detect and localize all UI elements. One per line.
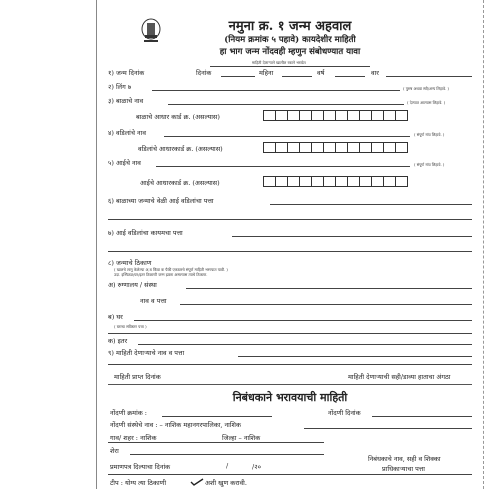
check-mark-icon bbox=[190, 478, 204, 486]
registrar-signature-label: निबंधकाचे नाव, सही व शिक्का bbox=[368, 455, 441, 463]
home-field[interactable] bbox=[134, 320, 472, 321]
hospital-label: अ) रुग्णालय / संस्था bbox=[108, 281, 157, 289]
home-label: ब) घर bbox=[108, 313, 123, 321]
other-place-field[interactable] bbox=[138, 344, 472, 345]
footer-note-end: अशी खुण करावी. bbox=[205, 479, 247, 487]
informant-note: माहिती देणाऱ्याने खालील रकाने भरावेत bbox=[252, 60, 306, 65]
footer-note-start: टीप : योग्य त्या ठिकाणी bbox=[110, 479, 167, 487]
father-name-hint: ( संपूर्ण नांव लिहावे. ) bbox=[414, 132, 445, 137]
informant-field[interactable] bbox=[238, 356, 472, 357]
binding-margin-line bbox=[96, 0, 97, 489]
child-name-label: ३) बाळाचे नाव bbox=[108, 97, 144, 105]
mother-name-hint: ( संपूर्ण नांव लिहावे. ) bbox=[414, 162, 445, 167]
home-field-2[interactable] bbox=[108, 333, 472, 334]
child-name-field[interactable] bbox=[168, 104, 404, 105]
child-aadhaar-label: बाळाचे आधार कार्ड क्र. (असल्यास) bbox=[136, 113, 220, 121]
section-divider bbox=[108, 384, 472, 385]
gender-field[interactable] bbox=[152, 90, 400, 91]
father-name-field[interactable] bbox=[164, 136, 410, 137]
permanent-address-field-2[interactable] bbox=[108, 251, 472, 252]
registration-date-label: नोंदणी दिनांक bbox=[328, 409, 361, 417]
birth-report-form bbox=[104, 6, 476, 486]
certificate-date-separator: / bbox=[226, 462, 229, 470]
received-date-label: माहिती प्राप्त दिनांक bbox=[114, 373, 161, 381]
authority-address-label: प्राधिकाऱ्याचा पत्ता bbox=[382, 465, 425, 473]
birthplace-hint-2: उदा. इस्पितळ/घर/इतर ठिकाणी जन्म झाला असल्यास त्याचे ठिकाण. bbox=[114, 272, 208, 277]
informant-field-2[interactable] bbox=[108, 364, 472, 365]
gender-hint: ( पुरुष अथवा स्त्री/अन्य लिहावे. ) bbox=[403, 86, 449, 91]
registration-unit-field[interactable] bbox=[304, 428, 472, 429]
form-title: नमुना क्र. १ जन्म अहवाल bbox=[228, 19, 352, 34]
mother-aadhaar-label: आईचे आधारकार्ड क्र. (असल्यास) bbox=[140, 179, 220, 187]
informant-signature-label: माहिती देणाऱ्याची सही/डाव्या हाताचा अंगठा bbox=[348, 373, 451, 381]
footer-divider bbox=[108, 474, 472, 475]
father-aadhaar-boxes[interactable] bbox=[264, 142, 408, 153]
permanent-address-field[interactable] bbox=[232, 236, 472, 237]
hospital-name-address-label: नाव व पत्ता bbox=[140, 297, 167, 305]
address-at-birth-label: ६) बाळाच्या जन्माचे वेळी आई वडिलांचा पत्ता bbox=[108, 197, 214, 205]
address-at-birth-field[interactable] bbox=[270, 204, 472, 205]
mother-name-label: ५) आईचे नाव bbox=[108, 159, 141, 167]
day-label: दिनांक bbox=[196, 69, 212, 77]
month-label: महिना bbox=[259, 69, 274, 77]
father-aadhaar-label: वडिलांचे आधारकार्ड क्र. (असल्यास) bbox=[138, 145, 223, 153]
registration-number-label: नोंदणी क्रमांक : bbox=[110, 409, 148, 417]
weekday-field[interactable] bbox=[386, 76, 472, 77]
birthplace-hint-1: ( खालचे लागू केलेल्या अ,ब किंवा क पैकी एकावरचे संपूर्ण माहिती भरण्यात यावी. ) bbox=[114, 267, 228, 272]
hospital-field[interactable] bbox=[186, 288, 472, 289]
registrar-section-title: निबंधकाने भरावयाची माहिती bbox=[232, 391, 348, 404]
father-name-label: ४) वडिलांचे नाव bbox=[108, 129, 146, 137]
certificate-date-year: /२० bbox=[252, 463, 261, 471]
registration-unit: नोंदणी संस्थेचे नाव : – नाशिक महानगरपालिका, नाशिक bbox=[110, 421, 241, 429]
child-name-hint: ( देण्यात आल्यास लिहावे. ) bbox=[407, 100, 446, 105]
mother-name-field[interactable] bbox=[156, 166, 410, 167]
place-underline bbox=[108, 442, 324, 443]
address-at-birth-field-2[interactable] bbox=[108, 219, 472, 220]
birthplace-label: ८) जन्माचे ठिकाण bbox=[108, 259, 152, 267]
certificate-date-label: प्रमाणपत्र दिल्याचा दिनांक bbox=[110, 463, 171, 471]
registration-date-field[interactable] bbox=[372, 416, 472, 417]
year-label: वर्ष bbox=[317, 69, 325, 77]
hospital-name-address-field[interactable] bbox=[180, 304, 472, 305]
birth-date-label: १) जन्म दिनांक bbox=[108, 69, 145, 77]
year-field[interactable] bbox=[335, 76, 365, 77]
district: जिल्हा – नाशिक bbox=[222, 434, 261, 442]
home-hint: ( घराचा सविस्तर पत्ता ) bbox=[114, 324, 147, 329]
note-underline bbox=[210, 66, 370, 67]
registration-number-field[interactable] bbox=[162, 416, 272, 417]
informant-label: ९) माहिती देणाऱ्याचे नाव व पत्ता bbox=[108, 349, 185, 357]
mother-aadhaar-boxes[interactable] bbox=[264, 176, 408, 187]
page-edge-line bbox=[483, 0, 485, 489]
remark-label: शेरा bbox=[110, 447, 119, 455]
form-subtitle-rule: (नियम क्रमांक ५ पहावे) कायदेशीर माहिती bbox=[224, 35, 356, 45]
form-subtitle-register: हा भाग जन्म नोंदवही म्हणुन संबोधण्यात यावा bbox=[219, 47, 361, 57]
remark-field[interactable] bbox=[130, 454, 324, 455]
weekday-label: वार bbox=[371, 69, 379, 77]
permanent-address-label: ७) आई वडिलांचा कायमचा पत्ता bbox=[108, 229, 183, 237]
day-field[interactable] bbox=[221, 76, 255, 77]
other-place-label: क) इतर bbox=[108, 337, 128, 345]
village-city: गाव/ शहर : नाशिक bbox=[110, 434, 157, 442]
child-aadhaar-boxes[interactable] bbox=[264, 110, 408, 121]
month-field[interactable] bbox=[282, 76, 312, 77]
gender-label: २) लिंग ७ bbox=[108, 83, 132, 91]
